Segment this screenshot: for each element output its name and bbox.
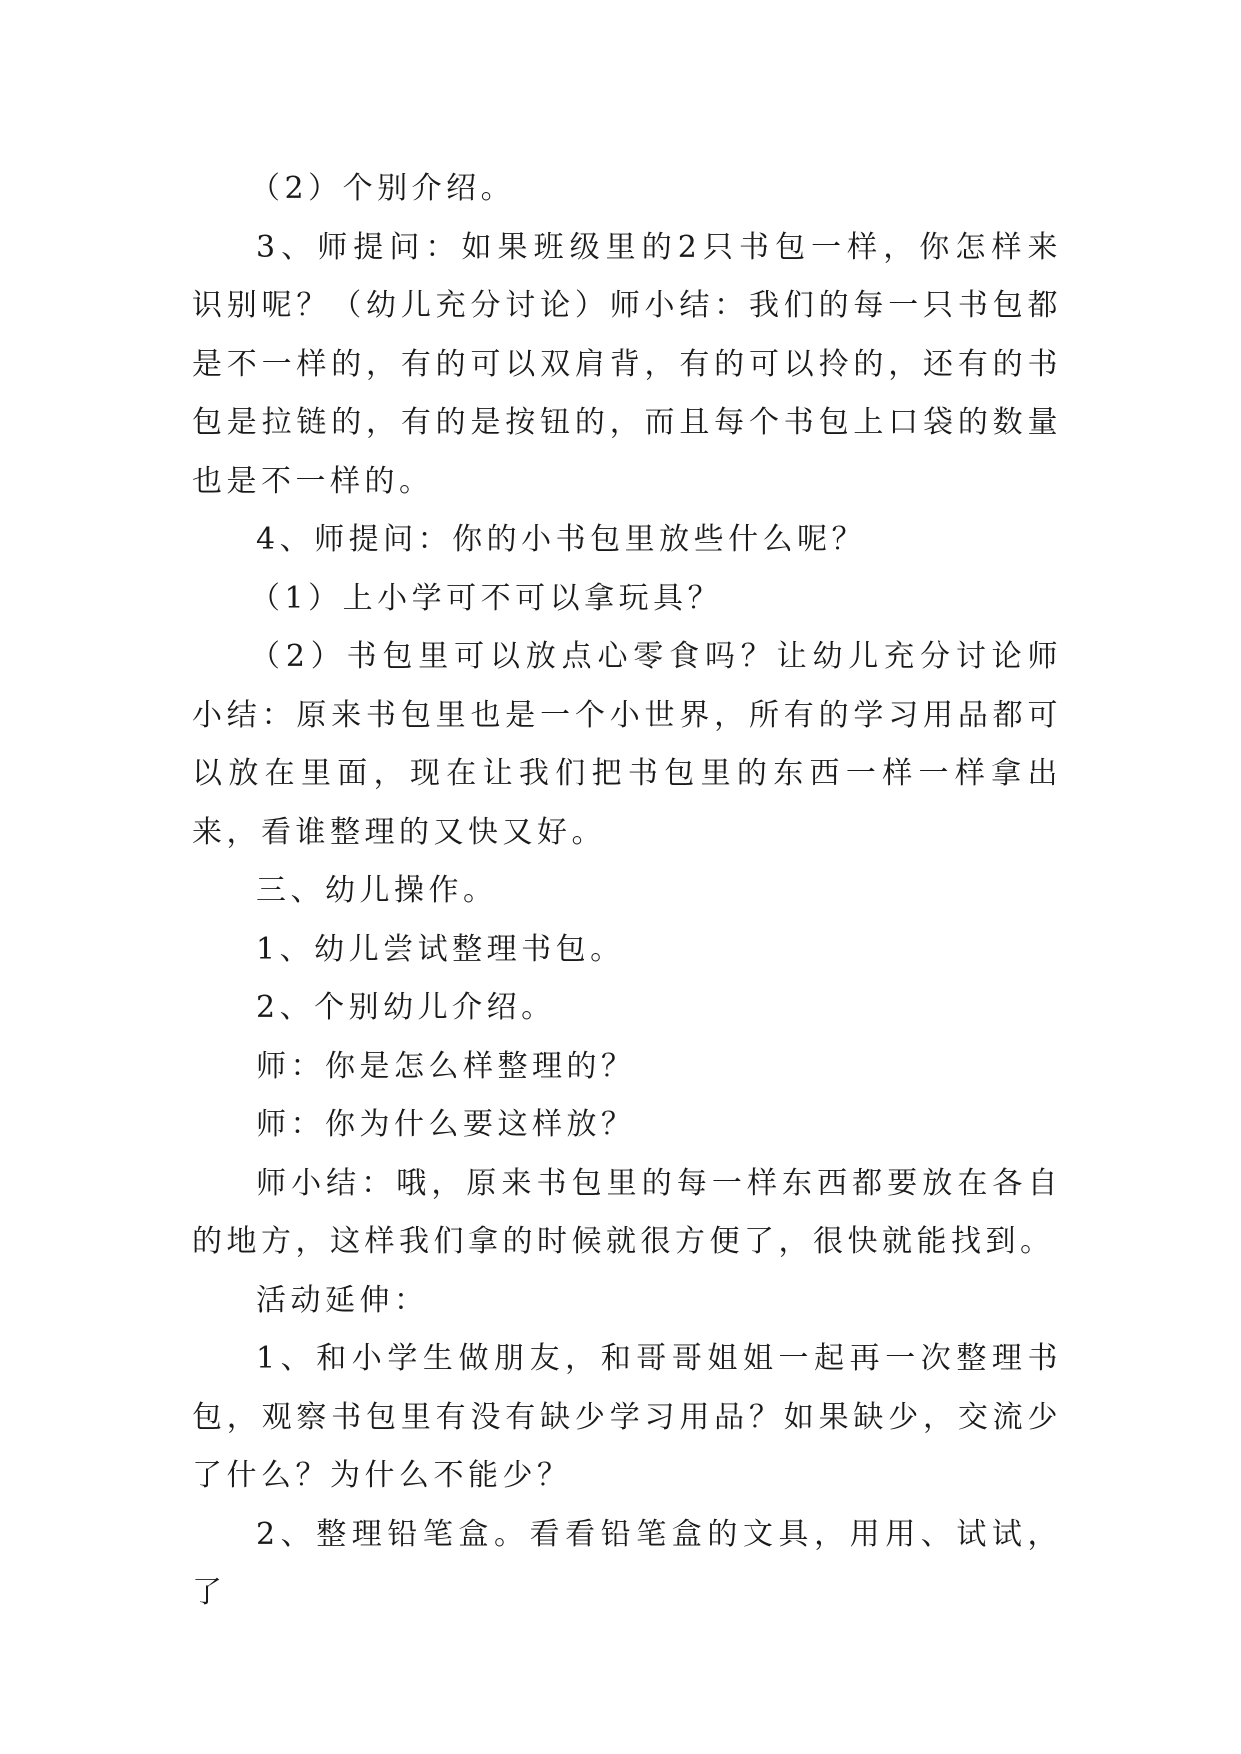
paragraph-teacher-summary: 师小结：哦，原来书包里的每一样东西都要放在各自的地方，这样我们拿的时候就很方便了，很快就能找到。 bbox=[192, 1165, 1062, 1259]
paragraph-toys-question: （1）上小学可不可以拿玩具？ bbox=[250, 580, 723, 616]
section-heading-activity-extension: 活动延伸： bbox=[256, 1282, 429, 1318]
section-heading-child-operation: 三、幼儿操作。 bbox=[256, 873, 498, 908]
paragraph-try-organize: 1、幼儿尝试整理书包。 bbox=[256, 931, 625, 967]
paragraph-individual-intro: （2）个别介绍。 bbox=[250, 171, 516, 206]
paragraph-extension-1: 1、和小学生做朋友，和哥哥姐姐一起再一次整理书包，观察书包里有没有缺少学习用品？如果缺少，交流少了什么？为什么不能少？ bbox=[192, 1341, 1062, 1493]
document-body bbox=[192, 160, 1062, 1623]
paragraph-extension-2: 2、整理铅笔盒。看看铅笔盒的文具，用用、试试，了 bbox=[192, 1516, 1062, 1610]
paragraph-child-intro: 2、个别幼儿介绍。 bbox=[256, 990, 556, 1025]
paragraph-snacks-question: （2）书包里可以放点心零食吗？让幼儿充分讨论师小结：原来书包里也是一个小世界，所有的学习用品都可以放在里面，现在让我们把书包里的东西一样一样拿出来，看谁整理的又快又好。 bbox=[192, 639, 1062, 850]
paragraph-teacher-question-4: 4、师提问：你的小书包里放些什么呢？ bbox=[256, 522, 867, 557]
paragraph-teacher-question-3: 3、师提问：如果班级里的2只书包一样，你怎样来识别呢？（幼儿充分讨论）师小结：我们的每一只书包都是不一样的，有的可以双肩背，有的可以拎的，还有的书包是拉链的，有的是按钮的，而且每个书包上口袋的数量也是不一样的。 bbox=[192, 229, 1062, 499]
paragraph-teacher-why: 师：你为什么要这样放？ bbox=[256, 1107, 636, 1142]
paragraph-teacher-how: 师：你是怎么样整理的？ bbox=[256, 1048, 636, 1084]
